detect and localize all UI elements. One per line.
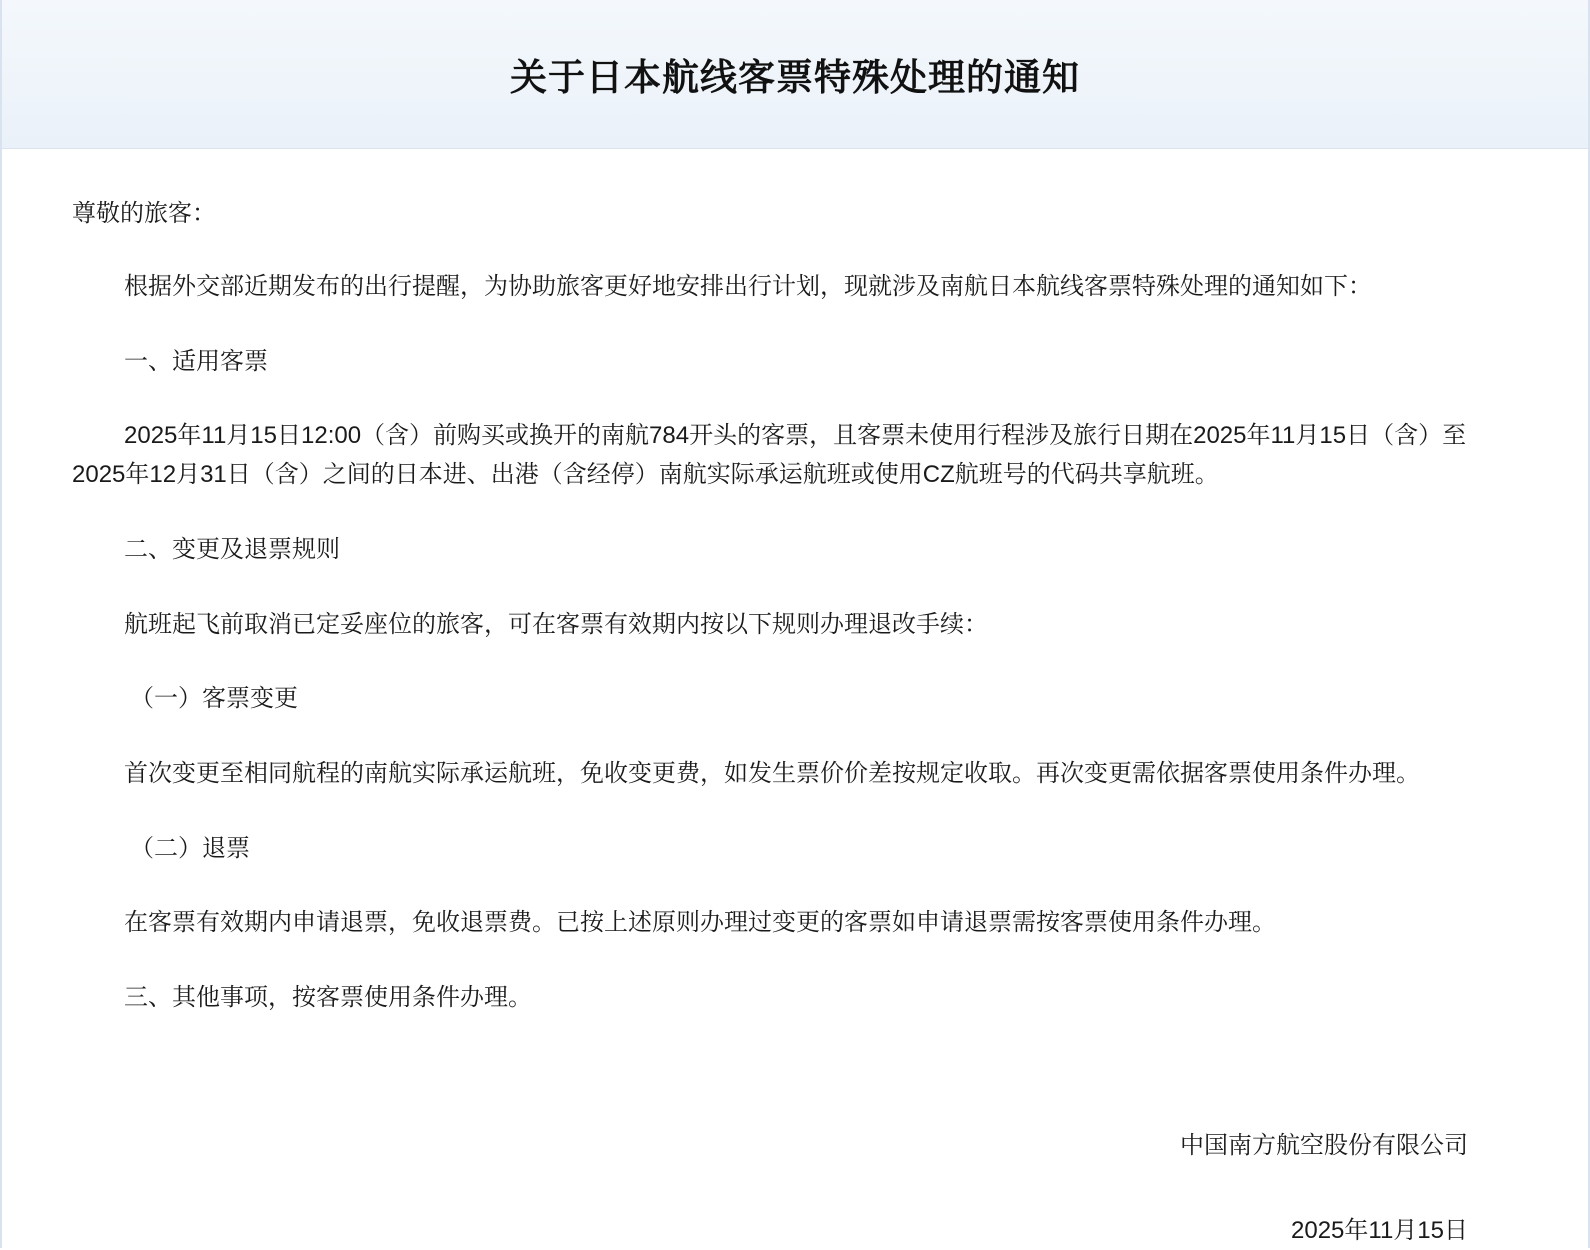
subsection-heading-2-1: （一）客票变更 xyxy=(130,685,298,713)
document-body xyxy=(2,149,1588,1250)
subsection-2-2-paragraph: 在客票有效期内申请退票，免收退票费。已按上述原则办理过变更的客票如申请退票需按客票使用条件办理。 xyxy=(124,909,1276,937)
section-2-lead: 航班起飞前取消已定妥座位的旅客，可在客票有效期内按以下规则办理退改手续： xyxy=(124,610,988,638)
section-heading-1: 一、适用客票 xyxy=(124,348,268,376)
section-heading-3: 三、其他事项，按客票使用条件办理。 xyxy=(124,984,532,1011)
section-1-paragraph-line-2: 2025年12月31日（含）之间的日本进、出港（含经停）南航实际承运航班或使用CZ航班号的代码共享航班。 xyxy=(72,461,1219,489)
section-heading-2: 二、变更及退票规则 xyxy=(124,536,340,564)
signature-date: 2025年11月15日 xyxy=(1291,1216,1468,1244)
signature-block xyxy=(72,1127,1496,1250)
page-title: 关于日本航线客票特殊处理的通知 xyxy=(510,57,1080,98)
subsection-heading-2-2: （二）退票 xyxy=(130,834,250,862)
intro-paragraph: 根据外交部近期发布的出行提醒，为协助旅客更好地安排出行计划，现就涉及南航日本航线客票特殊处理的通知如下： xyxy=(124,273,1372,301)
document-header xyxy=(2,0,1588,149)
signature-company: 中国南方航空股份有限公司 xyxy=(1180,1132,1468,1160)
section-1-paragraph-line-1: 2025年11月15日12:00（含）前购买或换开的南航784开头的客票，且客票未使用行程涉及旅行日期在2025年11月15日（含）至 xyxy=(124,422,1467,450)
section-1-paragraph xyxy=(72,417,1496,495)
subsection-2-1-paragraph: 首次变更至相同航程的南航实际承运航班，免收变更费，如发生票价价差按规定收取。再次变更需依据客票使用条件办理。 xyxy=(124,759,1420,787)
salutation: 尊敬的旅客： xyxy=(72,200,216,227)
